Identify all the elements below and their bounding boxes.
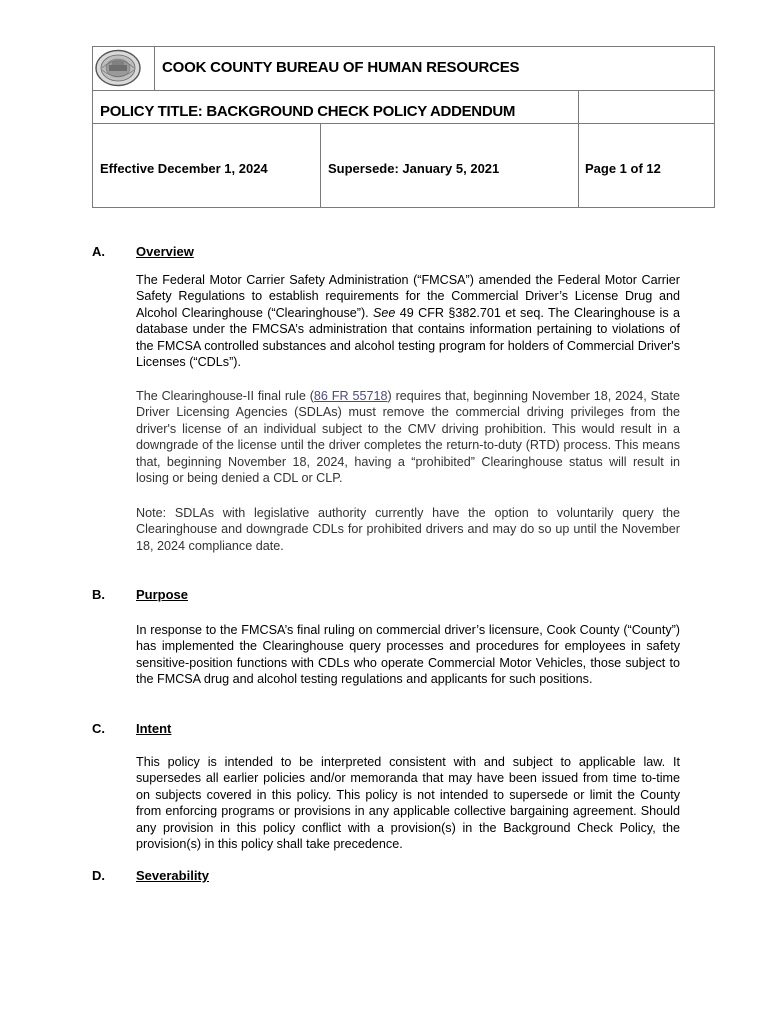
section-a-p2-rest: ) requires that, beginning November 18, 2024, State Driver Licensing Agencies (SDLAs) must remove the commercial driving privileges from the driver's license of an individual subject to the CMV driving prohibition. This would result in a downgrade of the license until the driver completes the return-to-duty (RTD) process. This means that, beginning November 18, 2024, having a “prohibited” Clearinghouse status will result in losing or being denied a CDL or CLP. [136, 389, 680, 486]
section-a-letter: A. [92, 244, 105, 259]
table-divider [93, 123, 714, 124]
section-b-title: Purpose [136, 587, 189, 602]
section-c-letter: C. [92, 721, 105, 736]
section-d-title: Severability [136, 868, 209, 883]
section-a-paragraph-1 [136, 272, 680, 370]
section-b-letter: B. [92, 587, 105, 602]
section-d-letter: D. [92, 868, 105, 883]
federal-register-link[interactable]: 86 FR 55718 [313, 389, 388, 403]
supersede-date: Supersede: January 5, 2021 [328, 161, 500, 176]
see-emphasis: See [373, 305, 396, 320]
section-a-p2-start: The Clearinghouse-II final rule ( [136, 389, 314, 403]
section-b-paragraph-1: In response to the FMCSA’s final ruling on commercial driver’s licensure, Cook County (“County”) has implemented the Clearinghouse query processes and procedures for employees in safety sensitive-position functions with CDLs who operate Commercial Motor Vehicles, those subject to the FMCSA drug and alcohol testing regulations and applicants for such positions. [136, 623, 680, 687]
section-c-paragraph-1: This policy is intended to be interpreted consistent with and subject to applicable law. It supersedes all earlier policies and/or memoranda that may have been issued from time to-time on subjects covered in this policy. This policy is not intended to supersede or limit the County from enforcing programs or provisions in any applicable collective bargaining agreement. Should any provision in this policy conflict with a provision(s) in the Background Check Policy, the provision(s) in this policy shall take precedence. [136, 755, 680, 852]
section-a-paragraph-2 [136, 388, 680, 486]
table-divider [93, 90, 714, 91]
policy-title: POLICY TITLE: BACKGROUND CHECK POLICY ADDENDUM [100, 103, 516, 120]
section-a-p1-rest: 49 CFR §382.701 et seq. The Clearinghouse is a database under the FMCSA’s administration that contains information pertaining to violations of the FMCSA controlled substances and alcohol testing program for holders of Commercial Driver's Licenses (“CDLs”). [136, 305, 680, 370]
page-number: Page 1 of 12 [585, 161, 661, 176]
table-divider [320, 123, 321, 208]
section-a-p1-text: The Federal Motor Carrier Safety Administration (“FMCSA”) amended the Federal Motor Carrier Safety Regulations to establish requirements for the Commercial Driver’s License Drug and Alcohol Clearinghouse (“Clearinghouse”). [136, 273, 680, 320]
section-a-title: Overview [136, 244, 194, 259]
effective-date: Effective December 1, 2024 [100, 161, 268, 176]
table-divider [578, 90, 579, 208]
section-c-title: Intent [136, 721, 172, 736]
table-divider [154, 47, 155, 91]
policy-header-table [92, 46, 715, 208]
org-name: COOK COUNTY BUREAU OF HUMAN RESOURCES [162, 59, 520, 76]
section-a-paragraph-3: Note: SDLAs with legislative authority currently have the option to voluntarily query the Clearinghouse and downgrade CDLs for prohibited drivers and may do so up until the November 18, 2024 compliance date. [136, 506, 680, 553]
county-seal-icon [94, 49, 141, 87]
